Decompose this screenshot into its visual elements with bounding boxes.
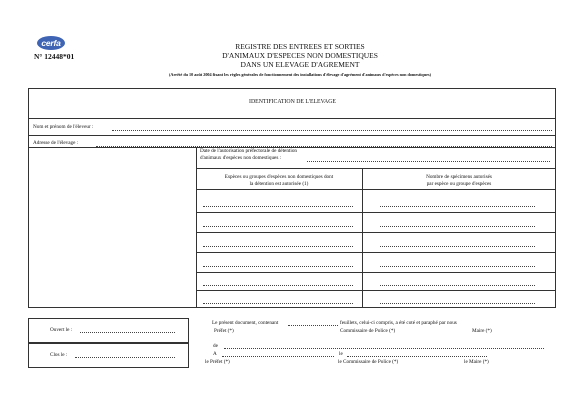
address-label: Adresse de l'élevage :	[33, 140, 79, 146]
species-field[interactable]	[203, 246, 353, 247]
divider	[28, 135, 556, 136]
breeder-name-field[interactable]	[112, 130, 552, 131]
species-field[interactable]	[203, 303, 353, 304]
authorization-label-1: Date de l'autorisation préfectorale de détention	[200, 148, 298, 154]
column-divider	[362, 168, 363, 308]
inner-border	[196, 147, 197, 308]
authorization-label-2: d'animaux d'espèces non domestiques :	[200, 155, 282, 161]
row-divider	[196, 290, 556, 291]
de-field[interactable]	[224, 348, 544, 349]
a-label: A	[213, 351, 217, 357]
prefet-label: Préfet (*)	[214, 328, 234, 334]
title-line-1: REGISTRE DES ENTREES ET SORTIES	[235, 42, 365, 51]
breeder-name-label: Nom et prénom de l'éleveur :	[33, 124, 94, 130]
count-field[interactable]	[380, 226, 535, 227]
le-label: le	[339, 351, 343, 357]
species-field[interactable]	[203, 206, 353, 207]
title-line-2: D'ANIMAUX D'ESPECES NON DOMESTIQUES	[222, 51, 378, 60]
col-count-header-1: Nombre de spécimens autorisés	[426, 174, 492, 180]
maire-label: Maire (*)	[472, 328, 492, 334]
cerfa-logo: cerfa	[37, 36, 65, 50]
document-text-2: feuillets, celui-ci compris, a été coté et paraphé par nous	[340, 320, 457, 326]
count-field[interactable]	[380, 266, 535, 267]
opened-label: Ouvert le :	[50, 327, 73, 333]
col-count-header-2: par espèce ou groupe d'espèces	[426, 181, 492, 187]
species-field[interactable]	[203, 226, 353, 227]
commissaire-label: Commissaire de Police (*)	[340, 328, 396, 334]
row-divider	[196, 232, 556, 233]
divider	[28, 118, 556, 119]
count-field[interactable]	[380, 206, 535, 207]
le-commissaire-label: le Commissaire de Police (*)	[338, 359, 399, 365]
document-text: Le présent document, contenant	[212, 320, 279, 326]
date-field[interactable]	[347, 356, 487, 357]
divider	[196, 189, 556, 190]
closed-label: Clos le :	[50, 352, 68, 358]
de-label: de	[213, 343, 218, 349]
count-field[interactable]	[380, 285, 535, 286]
sheet-count-field[interactable]	[288, 325, 338, 326]
identification-box	[28, 88, 556, 308]
decree-note: (Arrêté du 10 août 2004 fixant les règles générales de fonctionnement des installations d'élevage d'agrément d'animaux d'espèces non domestiques)	[169, 72, 431, 77]
species-field[interactable]	[203, 285, 353, 286]
title-line-3: DANS UN ELEVAGE D'AGREMENT	[240, 60, 360, 69]
le-maire-label: le Maire (*)	[464, 359, 489, 365]
section-title: IDENTIFICATION DE L'ELEVAGE	[249, 99, 336, 105]
species-field[interactable]	[203, 266, 353, 267]
count-field[interactable]	[380, 303, 535, 304]
row-divider	[196, 272, 556, 273]
place-field[interactable]	[222, 356, 334, 357]
authorization-date-field[interactable]	[307, 161, 550, 162]
opened-date-field[interactable]	[80, 332, 175, 333]
col-species-header-2: la détention est autorisée (1)	[249, 181, 309, 187]
le-prefet-label: le Préfet (*)	[205, 359, 230, 365]
col-species-header-1: Espèces ou groupes d'espèces non domestiques dont	[224, 174, 334, 180]
closed-date-field[interactable]	[75, 357, 175, 358]
divider	[196, 168, 556, 169]
count-field[interactable]	[380, 246, 535, 247]
form-number: N° 12448*01	[34, 52, 75, 61]
row-divider	[196, 212, 556, 213]
row-divider	[196, 252, 556, 253]
